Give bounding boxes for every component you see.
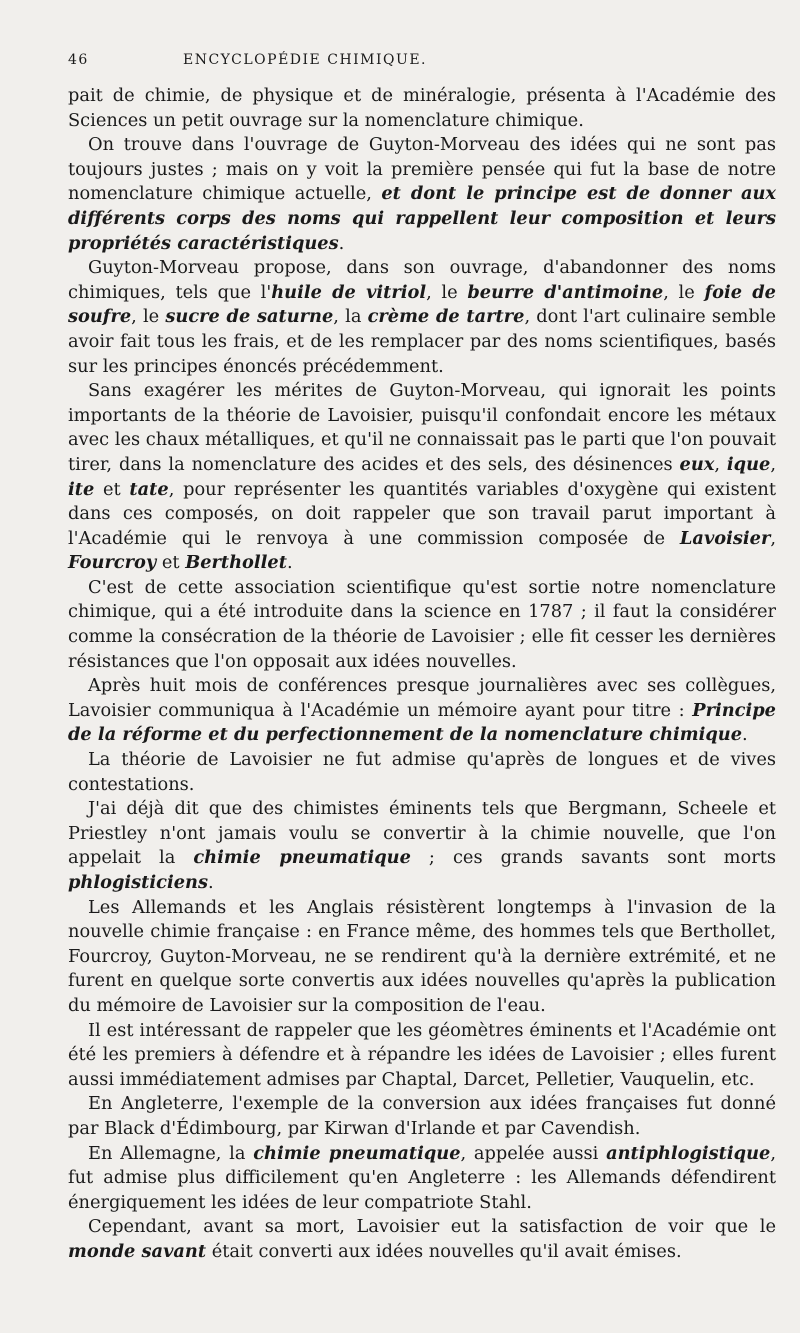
emphasized-text: ite [68,478,95,500]
text-run: En Allemagne, la [88,1142,254,1164]
paragraph [68,133,776,256]
paragraph [68,1215,776,1264]
emphasized-text: phlogisticiens [68,872,208,893]
text-run: On trouve dans l'ouvrage de Guyton-Morveau des idées qui ne sont pas toujours justes ; mais on y voit la première pensée qui fut la base de notre nomenclature chimique actuelle, [68,134,776,205]
text-run: , le [426,281,468,303]
emphasized-text: Principe de la réforme et du perfectionnement de la nomenclature chimique [68,699,776,746]
text-run: Il est intéressant de rappeler que les géomètres éminents et l'Académie ont été les premiers à défendre et à répandre les idées de Lavoisier ; elles furent aussi immédiatement admises par Chaptal, Darcet, Pelletier, Vauquelin, etc. [68,1019,776,1090]
text-run: , [770,527,776,549]
text-run: et [94,478,130,500]
text-run: , le [663,281,705,303]
text-run: , appelée aussi [460,1142,607,1164]
emphasized-text: monde savant [68,1240,207,1262]
paragraph [68,576,776,674]
text-run: , [714,453,727,475]
text-run: . [286,552,293,574]
paragraph [68,379,776,576]
emphasized-text: antiphlogistique [606,1142,771,1164]
emphasized-text: Fourcroy [68,552,157,574]
text-run: Après huit mois de conférences presque journalières avec ses collègues, Lavoisier communiqua à l'Académie un mémoire ayant pour titre : [68,675,776,721]
text-run: pait de chimie, de physique et de minéralogie, présenta à l'Académie des Sciences un petit ouvrage sur la nomenclature chimique. [68,85,776,131]
emphasized-text: Lavoisier [679,527,771,549]
paragraph [68,256,776,379]
emphasized-text: eux [679,453,715,475]
paragraph [68,1019,776,1093]
paragraph [68,84,776,133]
text-run: , [770,453,776,475]
emphasized-text: tate [129,478,169,500]
text-run: . [207,872,214,893]
paragraph [68,896,776,1019]
text-run: , pour représenter les quantités variables d'oxygène qui existent dans ces composés, on doit rappeler que son travail parut important à l'Académie qui le renvoya à une commission composée de [68,478,776,549]
text-run: ; ces grands savants sont morts [410,847,776,869]
running-title: ENCYCLOPÉDIE CHIMIQUE. [183,52,427,68]
text-run: et [156,552,186,574]
body-text [68,84,776,1265]
text-run: C'est de cette association scientifique qu'est sortie notre nomenclature chimique, qui a été introduite dans la science en 1787 ; il faut la considérer comme la consécration de la théorie de Lavoisier ; elle fit cesser les dernières résistances que l'on opposait aux idées nouvelles. [68,576,776,672]
emphasized-text: foie de soufre [68,281,776,328]
paragraph [68,748,776,797]
text-run: Cependant, avant sa mort, Lavoisier eut la satisfaction de voir que le [88,1216,776,1238]
emphasized-text: chimie pneumatique [193,847,411,869]
text-run: , fut admise plus difficilement qu'en Angleterre : les Allemands défendirent énergiquement les idées de leur compatriote Stahl. [68,1142,776,1213]
emphasized-text: et dont le principe est de donner aux différents corps des noms qui rappellent leur composition et leurs propriétés caractéristiques [68,183,777,254]
page-number: 46 [68,52,89,68]
emphasized-text: ique [726,453,771,475]
text-run: Sans exagérer les mérites de Guyton-Morveau, qui ignorait les points importants de la théorie de Lavoisier, puisqu'il confondait encore les métaux avec les chaux métalliques, et qu'il ne connaissait pas le parti que l'on pouvait tirer, dans la nomenclature des acides et des sels, des désinences [68,380,776,475]
text-run: était converti aux idées nouvelles qu'il avait émises. [206,1240,682,1262]
text-run: En Angleterre, l'exemple de la conversion aux idées françaises fut donné par Black d'Édimbourg, par Kirwan d'Irlande et par Cavendish. [68,1093,776,1139]
paragraph [68,797,776,895]
emphasized-text: huile de vitriol [271,281,427,303]
emphasized-text: Berthollet [185,552,287,574]
text-run: J'ai déjà dit que des chimistes éminents tels que Bergmann, Scheele et Priestley n'ont jamais voulu se convertir à la chimie nouvelle, que l'on appelait la [68,798,776,869]
paragraph [68,1142,776,1216]
paragraph [68,1092,776,1141]
text-run: Les Allemands et les Anglais résistèrent longtemps à l'invasion de la nouvelle chimie française : en France même, des hommes tels que Berthollet, Fourcroy, Guyton-Morveau, ne se rendirent qu'à la dernière extrémité, et ne furent en quelque sorte convertis aux idées nouvelles qu'après la publication du mémoire de Lavoisier sur la composition de l'eau. [68,896,776,1016]
emphasized-text: beurre d'antimoine [467,281,664,303]
text-run: , la [333,306,368,328]
text-run: La théorie de Lavoisier ne fut admise qu'après de longues et de vives contestations. [68,749,776,795]
text-run: Guyton-Morveau propose, dans son ouvrage, d'abandonner des noms chimiques, tels que l' [68,257,776,303]
emphasized-text: chimie pneumatique [253,1142,461,1164]
text-run: , le [131,306,166,328]
emphasized-text: crème de tartre [367,306,525,328]
page-header [68,48,776,76]
text-run: , dont l'art culinaire semble avoir fait tous les frais, et de les remplacer par des noms scientifiques, basés sur les principes énoncés précédemment. [68,306,776,377]
emphasized-text: sucre de saturne [165,306,334,328]
text-run: . [742,724,748,746]
paragraph [68,674,776,748]
text-run: . [338,232,345,254]
